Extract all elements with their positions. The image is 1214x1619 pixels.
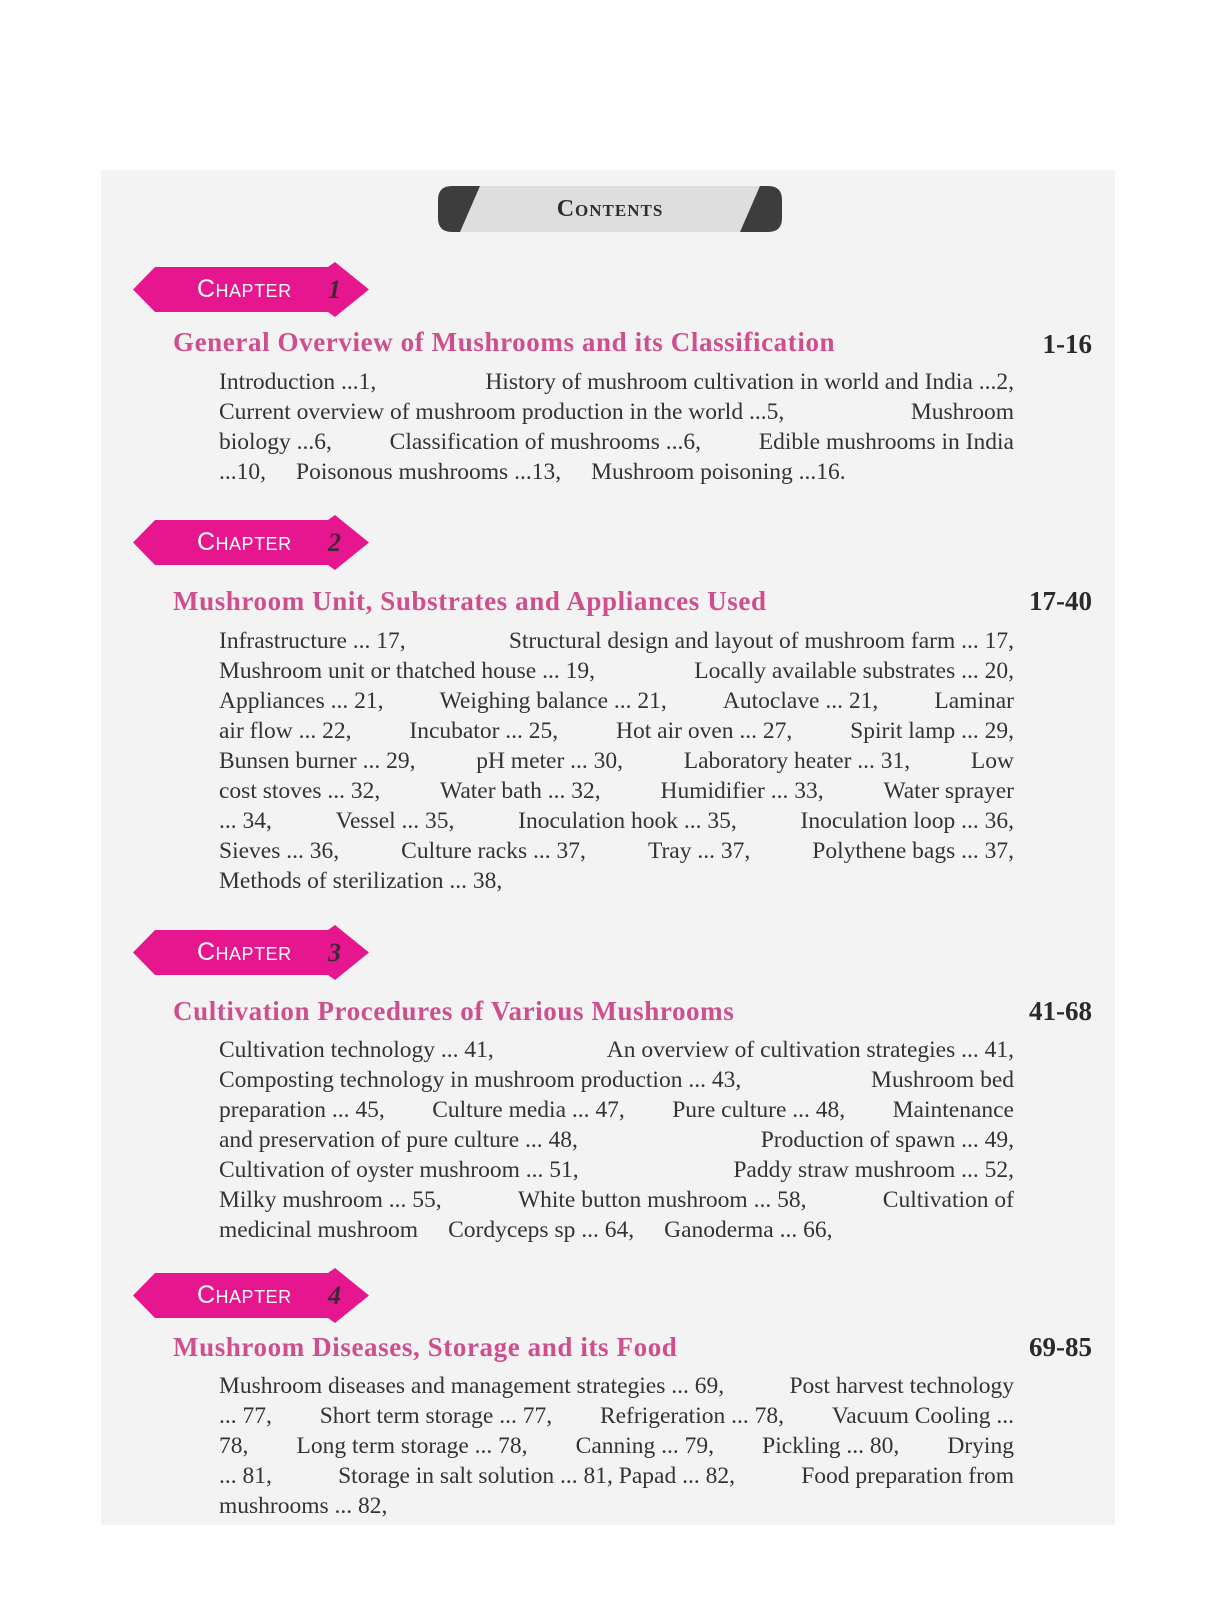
topic-entry: Production of spawn ... 49, bbox=[760, 1127, 1014, 1153]
chapter-2-topics bbox=[219, 626, 1014, 896]
chapter-label: Chapter bbox=[197, 528, 292, 556]
topic-entry: Water sprayer bbox=[883, 778, 1014, 804]
topic-line bbox=[219, 1095, 1014, 1125]
topic-entry: Polythene bags ... 37, bbox=[812, 838, 1014, 864]
topic-entry: Current overview of mushroom production in the world ...5, bbox=[219, 399, 785, 425]
topic-entry: Water bath ... 32, bbox=[440, 778, 601, 804]
topic-entry: Incubator ... 25, bbox=[409, 718, 559, 744]
topic-line bbox=[219, 776, 1014, 806]
topic-entry: Cultivation technology ... 41, bbox=[219, 1037, 494, 1063]
topic-entry: Appliances ... 21, bbox=[219, 688, 384, 714]
topic-line bbox=[219, 806, 1014, 836]
topic-line bbox=[219, 1185, 1014, 1215]
topic-entry: ... 81, bbox=[219, 1463, 272, 1489]
topic-entry: Humidifier ... 33, bbox=[660, 778, 824, 804]
chapter-label: Chapter bbox=[197, 275, 292, 303]
topic-entry: Storage in salt solution ... 81, Papad ... 82, bbox=[338, 1463, 735, 1489]
chapter-3-topics bbox=[219, 1035, 1014, 1245]
topic-entry: pH meter ... 30, bbox=[476, 748, 624, 774]
topic-entry: Spirit lamp ... 29, bbox=[850, 718, 1014, 744]
topic-entry: Edible mushrooms in India bbox=[758, 429, 1014, 455]
topic-line bbox=[219, 1125, 1014, 1155]
topic-entry: Cultivation of oyster mushroom ... 51, bbox=[219, 1157, 579, 1183]
topic-entry: and preservation of pure culture ... 48, bbox=[219, 1127, 578, 1153]
chapter-number: 2 bbox=[328, 528, 341, 557]
topic-entry: Maintenance bbox=[892, 1097, 1014, 1123]
chapter-1-title: General Overview of Mushrooms and its Classification bbox=[173, 327, 836, 357]
topic-entry: Food preparation from bbox=[801, 1463, 1014, 1489]
contents-heading: Contents bbox=[556, 196, 664, 222]
topic-entry: Vessel ... 35, bbox=[335, 808, 455, 834]
topic-line bbox=[219, 686, 1014, 716]
topic-entry: Inoculation hook ... 35, bbox=[518, 808, 737, 834]
chapter-3-tag bbox=[133, 925, 369, 980]
topic-entry: White button mushroom ... 58, bbox=[517, 1187, 807, 1213]
chapter-label: Chapter bbox=[197, 1281, 292, 1309]
topic-line bbox=[219, 427, 1014, 457]
chapter-1-tag bbox=[133, 262, 369, 317]
topic-entry: Long term storage ... 78, bbox=[296, 1433, 528, 1459]
topic-entry: Culture racks ... 37, bbox=[401, 838, 586, 864]
topic-entry: Cordyceps sp ... 64, bbox=[448, 1217, 635, 1243]
topic-entry: biology ...6, bbox=[219, 429, 332, 455]
chapter-number: 4 bbox=[328, 1281, 341, 1310]
topic-entry: Ganoderma ... 66, bbox=[664, 1217, 833, 1243]
topic-entry: Tray ... 37, bbox=[647, 838, 751, 864]
topic-line bbox=[219, 1155, 1014, 1185]
topic-line bbox=[219, 1065, 1014, 1095]
topic-line bbox=[219, 1215, 1014, 1245]
topic-line bbox=[219, 397, 1014, 427]
topic-entry: Locally available substrates ... 20, bbox=[694, 658, 1014, 684]
topic-entry: Introduction ...1, bbox=[219, 369, 377, 395]
topic-entry: Infrastructure ... 17, bbox=[219, 628, 406, 654]
topic-entry: Post harvest technology bbox=[789, 1373, 1014, 1399]
topic-entry: Canning ... 79, bbox=[575, 1433, 715, 1459]
topic-line bbox=[219, 656, 1014, 686]
topic-entry: Short term storage ... 77, bbox=[319, 1403, 553, 1429]
topic-entry: Paddy straw mushroom ... 52, bbox=[733, 1157, 1014, 1183]
topic-entry: ...10, bbox=[219, 459, 266, 485]
topic-entry: Composting technology in mushroom production ... 43, bbox=[219, 1067, 742, 1093]
topic-entry: Hot air oven ... 27, bbox=[616, 718, 793, 744]
topic-entry: Mushroom poisoning ...16. bbox=[591, 459, 846, 485]
topic-entry: Pure culture ... 48, bbox=[672, 1097, 846, 1123]
topic-entry: mushrooms ... 82, bbox=[219, 1493, 388, 1519]
chapter-label: Chapter bbox=[197, 938, 292, 966]
chapter-4-title: Mushroom Diseases, Storage and its Food bbox=[173, 1332, 678, 1362]
chapter-1-pages: 1-16 bbox=[1042, 329, 1092, 359]
topic-line bbox=[219, 746, 1014, 776]
topic-line bbox=[219, 457, 1014, 487]
topic-entry: Inoculation loop ... 36, bbox=[800, 808, 1014, 834]
topic-entry: Laminar bbox=[934, 688, 1014, 714]
topic-entry: ... 34, bbox=[219, 808, 272, 834]
chapter-2-tag bbox=[133, 515, 369, 570]
topic-line bbox=[219, 1491, 1014, 1521]
topic-entry: Mushroom bbox=[910, 399, 1014, 425]
chapter-3-pages: 41-68 bbox=[1029, 996, 1092, 1026]
topic-entry: Milky mushroom ... 55, bbox=[219, 1187, 442, 1213]
topic-entry: Sieves ... 36, bbox=[219, 838, 340, 864]
topic-entry: Mushroom unit or thatched house ... 19, bbox=[219, 658, 595, 684]
topic-entry: Laboratory heater ... 31, bbox=[683, 748, 911, 774]
chapter-4-pages: 69-85 bbox=[1029, 1332, 1092, 1362]
topic-line bbox=[219, 367, 1014, 397]
chapter-2-pages: 17-40 bbox=[1029, 586, 1092, 616]
topic-line bbox=[219, 836, 1014, 866]
topic-line bbox=[219, 1035, 1014, 1065]
topic-entry: History of mushroom cultivation in world and India ...2, bbox=[485, 369, 1014, 395]
topic-entry: ... 77, bbox=[219, 1403, 272, 1429]
topic-line bbox=[219, 716, 1014, 746]
topic-entry: Mushroom diseases and management strategies ... 69, bbox=[219, 1373, 725, 1399]
topic-line bbox=[219, 1371, 1014, 1401]
chapter-number: 3 bbox=[328, 938, 341, 967]
topic-line bbox=[219, 1401, 1014, 1431]
topic-entry: Pickling ... 80, bbox=[762, 1433, 900, 1459]
chapter-3-title: Cultivation Procedures of Various Mushrooms bbox=[173, 996, 735, 1026]
topic-line bbox=[219, 1461, 1014, 1491]
chapter-1-topics bbox=[219, 367, 1014, 487]
topic-entry: Refrigeration ... 78, bbox=[599, 1403, 784, 1429]
topic-entry: An overview of cultivation strategies ... 41, bbox=[606, 1037, 1014, 1063]
topic-entry: Methods of sterilization ... 38, bbox=[219, 868, 503, 894]
topic-entry: air flow ... 22, bbox=[219, 718, 352, 744]
chapter-4-topics bbox=[219, 1371, 1014, 1521]
chapter-2-title: Mushroom Unit, Substrates and Appliances Used bbox=[173, 586, 767, 616]
topic-entry: Cultivation of bbox=[882, 1187, 1014, 1213]
topic-entry: Poisonous mushrooms ...13, bbox=[296, 459, 562, 485]
topic-entry: Autoclave ... 21, bbox=[722, 688, 879, 714]
topic-entry: cost stoves ... 32, bbox=[219, 778, 381, 804]
topic-entry: Culture media ... 47, bbox=[432, 1097, 625, 1123]
topic-line bbox=[219, 1431, 1014, 1461]
topic-entry: 78, bbox=[219, 1433, 249, 1459]
topic-entry: medicinal mushroom bbox=[219, 1217, 419, 1243]
topic-entry: Drying bbox=[947, 1433, 1014, 1459]
topic-line bbox=[219, 626, 1014, 656]
topic-entry: Weighing balance ... 21, bbox=[439, 688, 667, 714]
contents-banner bbox=[436, 185, 784, 233]
topic-entry: Bunsen burner ... 29, bbox=[219, 748, 416, 774]
chapter-4-tag bbox=[133, 1268, 369, 1323]
topic-entry: Structural design and layout of mushroom farm ... 17, bbox=[508, 628, 1014, 654]
topic-entry: Vacuum Cooling ... bbox=[831, 1403, 1014, 1429]
topic-entry: Classification of mushrooms ...6, bbox=[389, 429, 702, 455]
topic-entry: Mushroom bed bbox=[871, 1067, 1014, 1093]
chapter-number: 1 bbox=[328, 275, 341, 304]
topic-entry: Low bbox=[970, 748, 1014, 774]
topic-line bbox=[219, 866, 1014, 896]
topic-entry: preparation ... 45, bbox=[219, 1097, 385, 1123]
